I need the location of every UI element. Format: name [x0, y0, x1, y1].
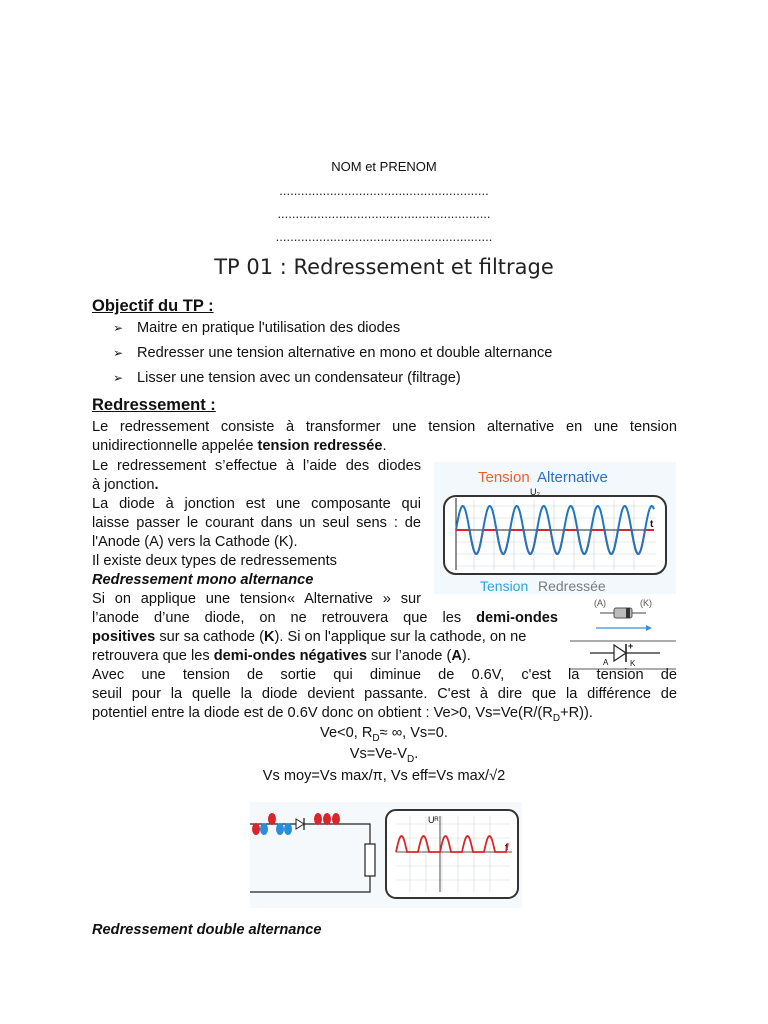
- subheading-mono: Redressement mono alternance: [92, 572, 314, 588]
- paragraph-line: La diode à jonction est une composante qui: [92, 496, 421, 512]
- arrow-bullet-icon: ➢: [113, 346, 124, 360]
- redressement-heading: Redressement :: [92, 396, 216, 414]
- diode-label-k-top: (K): [640, 598, 652, 608]
- red-pulse: [268, 813, 276, 825]
- paragraph-line: Il existe deux types de redressements: [92, 553, 337, 569]
- paragraph-line: Si on applique une tension« Alternative » sur: [92, 591, 421, 607]
- diode-plus: +: [628, 641, 634, 651]
- paragraph-line: à jonction.: [92, 477, 159, 493]
- paragraph-line: retrouvera que les demi-ondes négatives sur l’anode (A).: [92, 648, 471, 664]
- osc-u-label: U₂: [530, 487, 540, 497]
- subheading-double: Redressement double alternance: [92, 922, 322, 938]
- blue-pulse: [284, 823, 292, 835]
- circuit-graphic: [250, 802, 522, 908]
- oscilloscope-graphic: [434, 462, 676, 594]
- diode-label-k: K: [630, 659, 636, 668]
- red-pulse: [314, 813, 322, 825]
- osc-bottom-word1: Tension: [480, 578, 529, 594]
- paragraph-line: Avec une tension de sortie qui diminue de 0.6V, c'est la tension de: [92, 667, 677, 683]
- paragraph-line: potentiel entre la diode est de 0.6V donc on obtient : Ve>0, $Vs=Ve(R/(R_D+R))$.: [92, 705, 593, 724]
- arrow-bullet-icon: ➢: [113, 371, 124, 385]
- circuit-diode-icon: [296, 819, 304, 829]
- diode-label-a: A: [603, 658, 609, 667]
- osc-title-word1: Tension: [478, 469, 530, 486]
- paragraph-line: laisse passer le courant dans un seul sens : de: [92, 515, 421, 531]
- osc-title-word2: Alternative: [537, 469, 608, 486]
- arrow-bullet-icon: ➢: [113, 321, 124, 335]
- equation-3: Vs moy=Vs max/π, Vs eff=Vs max/√2: [262, 768, 506, 784]
- name-dots-line-3: ............................................................: [275, 229, 493, 244]
- paragraph-line: unidirectionnelle appelée tension redressée.: [92, 438, 387, 454]
- blue-pulse: [260, 823, 268, 835]
- diode-graphic: [570, 595, 676, 671]
- objective-item: ➢ Lisser une tension avec un condensateur (filtrage): [113, 370, 461, 386]
- name-dots-line-2: ...........................................................: [277, 206, 491, 221]
- current-arrow-icon: [646, 625, 652, 631]
- red-pulse: [332, 813, 340, 825]
- objectives-heading: Objectif du TP :: [92, 297, 214, 315]
- paragraph-line: Le redressement consiste à transformer une tension alternative en une tension: [92, 419, 677, 435]
- osc-t-label: t: [650, 519, 654, 530]
- diode-component-band: [626, 608, 630, 618]
- page-title: TP 01 : Redressement et filtrage: [214, 255, 554, 279]
- oscilloscope-figure: [434, 462, 676, 594]
- paragraph-line: seuil pour la quelle la diode devient passante. C'est à dire que la différence de: [92, 686, 677, 702]
- circuit-ur-label: Uᴿ: [428, 815, 439, 825]
- diode-triangle-icon: [614, 645, 626, 661]
- paragraph-line: l’anode d’une diode, on ne retrouvera que les demi-ondes: [92, 610, 558, 626]
- objective-item: ➢ Redresser une tension alternative en mono et double alternance: [113, 345, 553, 361]
- osc-bottom-word2: Redressée: [538, 578, 606, 594]
- diode-label-a-top: (A): [594, 598, 606, 608]
- circuit-wires: [250, 824, 370, 892]
- equation-2: $Vs=Ve-V_D$.: [349, 746, 419, 765]
- name-dots-line-1: ..........................................................: [279, 183, 489, 198]
- circuit-t-label: t: [505, 842, 508, 852]
- diode-figure: [570, 595, 676, 671]
- resistor-icon: [365, 844, 375, 876]
- equation-1: Ve<0, $R_D\approx$ ∞, Vs=0.: [320, 725, 448, 744]
- name-label: NOM et PRENOM: [331, 159, 437, 174]
- red-pulse: [323, 813, 331, 825]
- paragraph-line: Le redressement s’effectue à l’aide des diodes: [92, 458, 421, 474]
- red-pulse: [252, 823, 260, 835]
- blue-pulse: [276, 823, 284, 835]
- circuit-osc-screen: [386, 810, 518, 898]
- objective-item: ➢ Maitre en pratique l'utilisation des diodes: [113, 320, 401, 336]
- paragraph-line: l'Anode (A) vers la Cathode (K).: [92, 534, 298, 550]
- paragraph-line: positives sur sa cathode (K). Si on l'applique sur la cathode, on ne: [92, 629, 527, 645]
- half-wave-circuit-figure: [250, 802, 522, 908]
